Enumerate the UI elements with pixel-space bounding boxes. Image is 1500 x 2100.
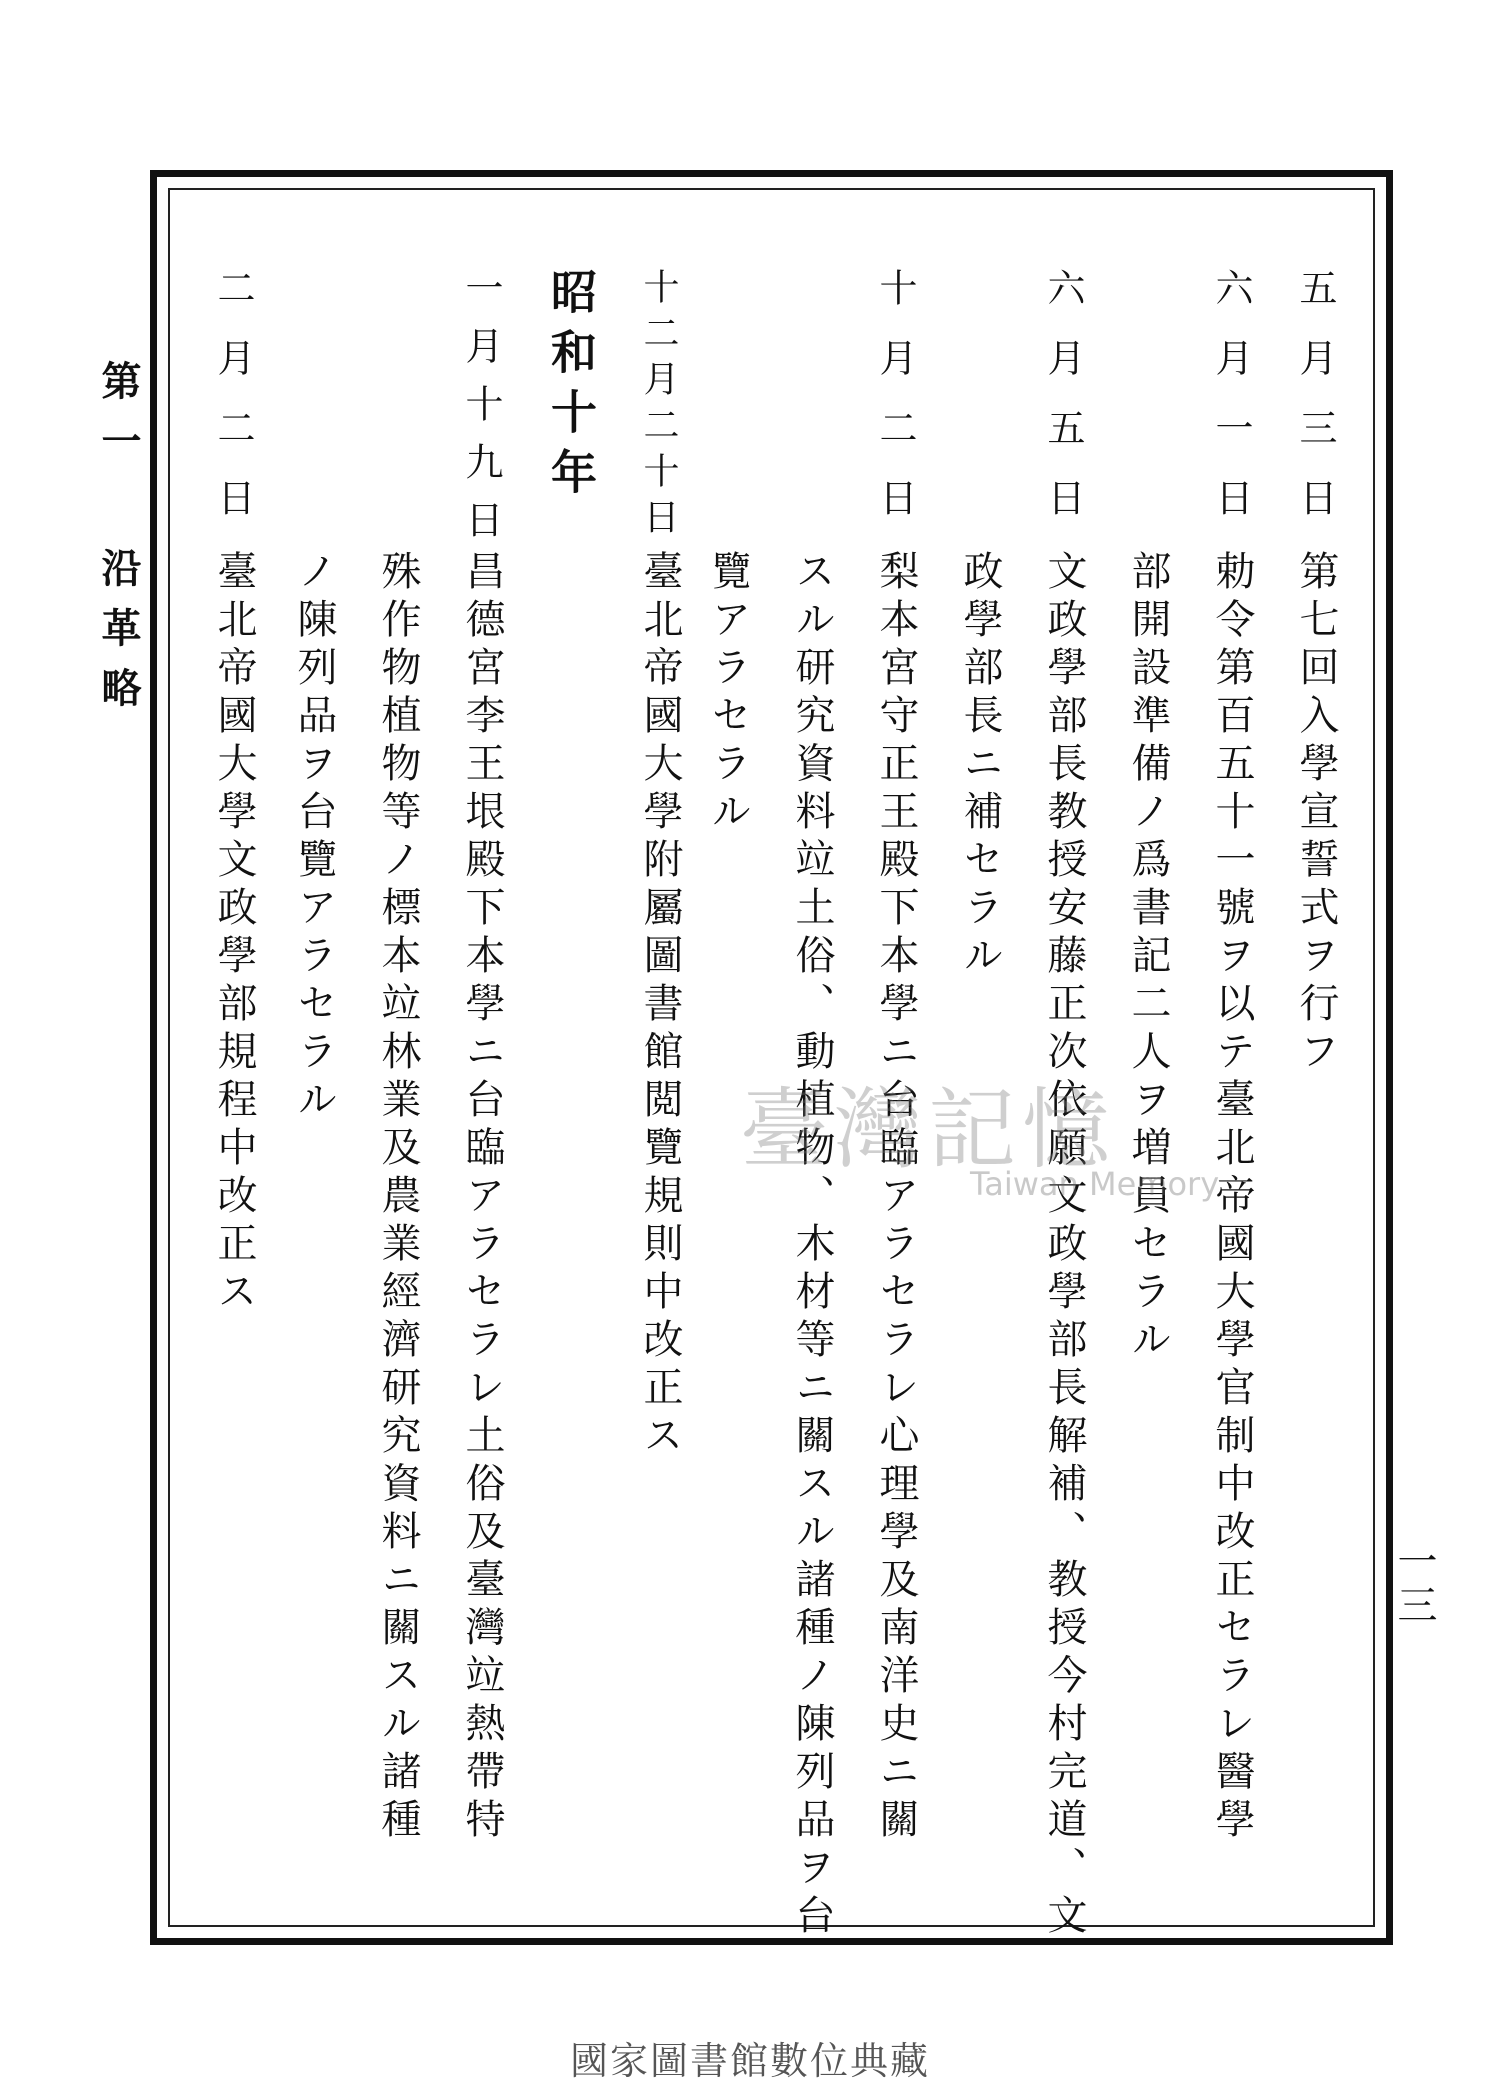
entry-text: 第七回入學宣誓式ヲ行フ: [1293, 550, 1339, 1078]
chapter-title: 第一 沿革略: [95, 360, 142, 727]
page-border-inner: [168, 188, 1375, 1927]
era-heading: 昭和十年: [544, 268, 598, 508]
entry-text: 梨本宮守正王殿下本學ニ台臨アラセラレ心理學及南洋史ニ關: [873, 550, 919, 1846]
entry-text: 臺北帝國大學附屬圖書館閲覽規則中改正ス: [637, 550, 683, 1462]
entry-text: 覽アラセラル: [705, 550, 751, 838]
watermark-english: Taiwan Memory: [970, 1165, 1220, 1203]
watermark-chinese: 臺灣記憶: [740, 1078, 1117, 1181]
footer-credit: 國家圖書館數位典藏: [569, 2039, 930, 2083]
entry-text: 殊作物植物等ノ標本竝林業及農業經濟研究資料ニ關スル諸種: [375, 550, 421, 1846]
entry-date: 一月十九日: [459, 268, 503, 558]
entry-text: 文政學部長教授安藤正次依願文政學部長解補、教授今村完道、文: [1041, 550, 1087, 1942]
entry-text: スル研究資料竝土俗、動植物、木材等ニ關スル諸種ノ陳列品ヲ台: [789, 550, 835, 1942]
entry-date: 六月一日: [1209, 268, 1253, 548]
entry-date: 十二月二十日: [638, 268, 679, 544]
entry-date: 五月三日: [1293, 268, 1337, 548]
entry-date: 六月五日: [1041, 268, 1085, 548]
entry-text: 臺北帝國大學文政學部規程中改正ス: [211, 550, 257, 1318]
entry-date: 十月二日: [873, 268, 917, 548]
entry-date: 二月二日: [211, 268, 255, 548]
entry-text: 政學部長ニ補セラル: [957, 550, 1003, 982]
entry-text: 部開設準備ノ爲書記二人ヲ増員セラル: [1125, 550, 1171, 1366]
entry-text: 昌德宮李王垠殿下本學ニ台臨アラセラレ土俗及臺灣竝熱帶特: [459, 550, 505, 1846]
entry-text: 勅令第百五十一號ヲ以テ臺北帝國大學官制中改正セラレ醫學: [1209, 550, 1255, 1846]
entry-text: ノ陳列品ヲ台覽アラセラル: [291, 550, 337, 1126]
page-number: 一三: [1391, 1540, 1437, 1628]
